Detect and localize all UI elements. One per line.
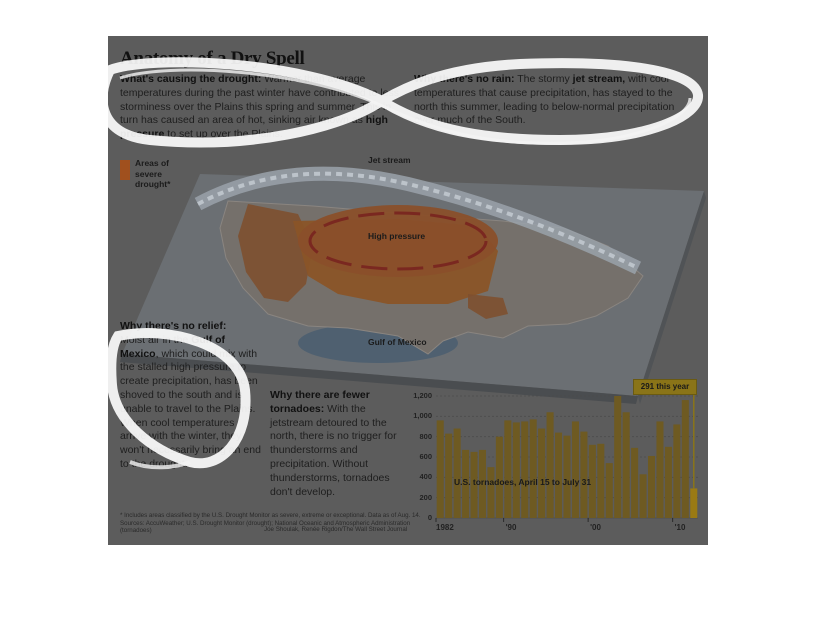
blurb-causing-bold: high pressure	[120, 114, 388, 141]
blurb-no-relief-text3: When cool temperatures arrive with the winter, they won't necessarily bring an end to the drought.	[120, 416, 261, 470]
map-label-gulf: Gulf of Mexico	[368, 337, 427, 347]
drought-legend-label: Areas of severe drought*	[135, 158, 171, 189]
chart-y-tick-label: 600	[419, 452, 432, 461]
chart-y-tick-label: 800	[419, 431, 432, 441]
chart-y-tick-label: 200	[419, 492, 432, 502]
scribble-left-loop	[111, 333, 245, 463]
blurb-no-relief-text1: Moist air in the	[120, 333, 192, 346]
blurb-no-rain-heading: Why there's no rain:	[414, 73, 515, 85]
blurb-no-rain-text2: with cool temperatures that cause precipitation, has stayed to the north this summer, leading to below-normal precipitation over much of the South.	[414, 73, 675, 127]
blurb-causing-text1: Warmer than average temperatures during the past winter have contributed to less storminess over the Plains this spring and summer. This in turn has caused an area of hot, sinking air known as	[120, 73, 399, 127]
blurb-no-relief-heading: Why there's no relief:	[120, 320, 227, 332]
chart-x-tick-label: 1982	[436, 523, 454, 532]
chart-annotation-this-year: 291 this year	[633, 379, 697, 395]
map-label-high-pressure: High pressure	[368, 231, 426, 241]
chart-x-tick-label: '10	[674, 523, 686, 532]
blurb-no-rain-bold: jet stream,	[572, 73, 626, 85]
blurb-fewer-tornadoes-heading: Why there are fewer tornadoes:	[270, 389, 370, 415]
blurb-no-relief-bold: Gulf of Mexico	[120, 333, 226, 360]
scribble-top-loop	[103, 62, 698, 142]
credit-line: Joe Shoulak, Renée Rigdon/The Wall Street Journal	[264, 526, 408, 533]
chart-title: U.S. tornadoes, April 15 to July 31	[454, 477, 592, 487]
blurb-causing-text2: to set up over the Plains.	[164, 128, 283, 141]
chart-y-tick-label: 1,000	[413, 411, 432, 421]
blurb-no-rain-text1: The stormy	[514, 73, 573, 85]
chart-x-tick-label: '00	[590, 523, 601, 532]
blurb-fewer-tornadoes-text: With the jetstream detoured to the north, there is no trigger for thunderstorms and precipitation. Without thunderstorms, tornadoes don't develop.	[270, 402, 397, 498]
chart-y-tick-label: 400	[419, 472, 432, 482]
blurb-causing-heading: What's causing the drought:	[120, 73, 262, 85]
page-title: Anatomy of a Dry Spell	[120, 48, 305, 69]
footnote: * Includes areas classified by the U.S. Drought Monitor as severe, extreme or exceptional. Data as of Aug. 14. Sources: AccuWeather; U.S. Drought Monitor (drought); National Oceanic and Atmospheric Administration (tornadoes)	[120, 512, 421, 535]
chart-y-tick-label: 1,200	[413, 391, 432, 400]
blurb-no-relief-text2: , which could mix with the stalled high pressure to create precipitation, has been shoved to the south and is unable to travel to the Plains.	[120, 347, 258, 415]
chart-y-tick-label: 0	[427, 513, 432, 522]
chart-x-tick-label: '90	[505, 523, 517, 532]
map-label-jet-stream: Jet stream	[368, 155, 411, 165]
scribble-top-loop-inner	[120, 70, 690, 143]
